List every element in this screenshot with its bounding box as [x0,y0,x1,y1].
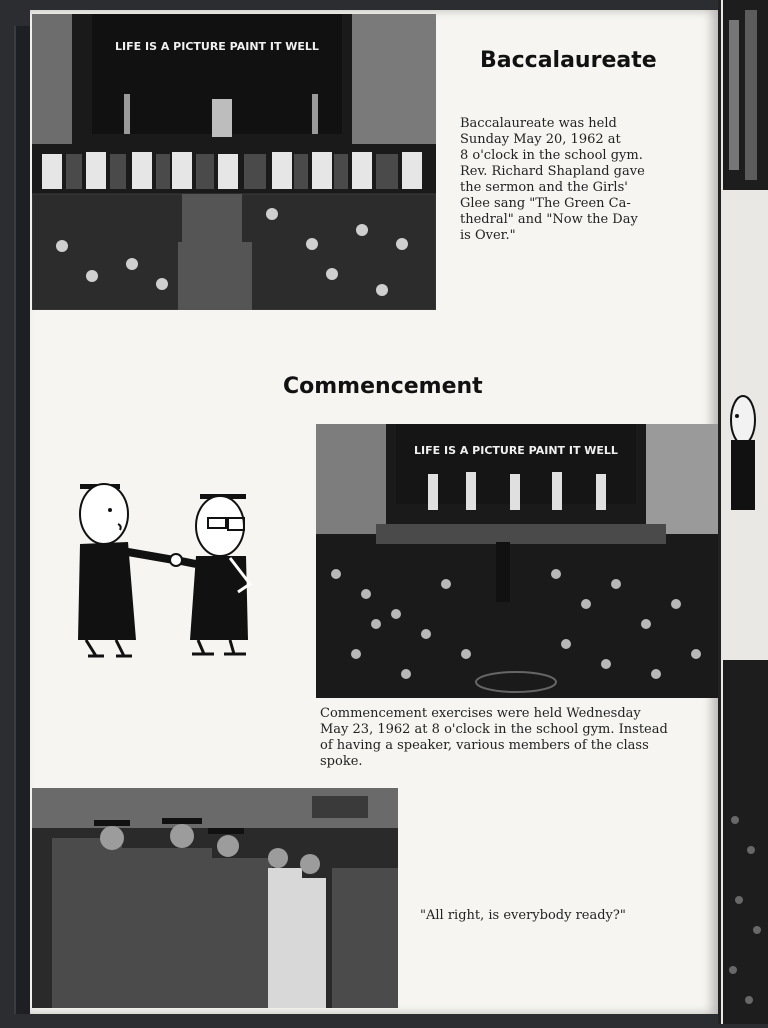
commencement-body: Commencement exercises were held Wednesday May 23, 1962 at 8 o'clock in the school gym. Instead of having a speaker, various members of the class spoke. [320,706,668,769]
graduates-handshake-cartoon [70,480,260,660]
baccalaureate-banner-text: LIFE IS A PICTURE PAINT IT WELL [115,40,319,53]
adjacent-page-edge [718,0,768,1024]
baccalaureate-heading: Baccalaureate [480,48,657,73]
baccalaureate-photo [32,14,436,310]
commencement-heading: Commencement [283,374,483,399]
yearbook-page [30,10,718,1014]
commencement-banner-text: LIFE IS A PICTURE PAINT IT WELL [414,444,618,457]
bottom-photo-caption: "All right, is everybody ready?" [420,908,626,923]
baccalaureate-body: Baccalaureate was held Sunday May 20, 1962 at 8 o'clock in the school gym. Rev. Richard Shapland gave the sermon and the Girls' Glee sang "The Green Ca- thedral" and "Now the Day is Over." [460,116,645,243]
graduates-lineup-photo [32,788,398,1008]
commencement-photo [316,424,718,698]
